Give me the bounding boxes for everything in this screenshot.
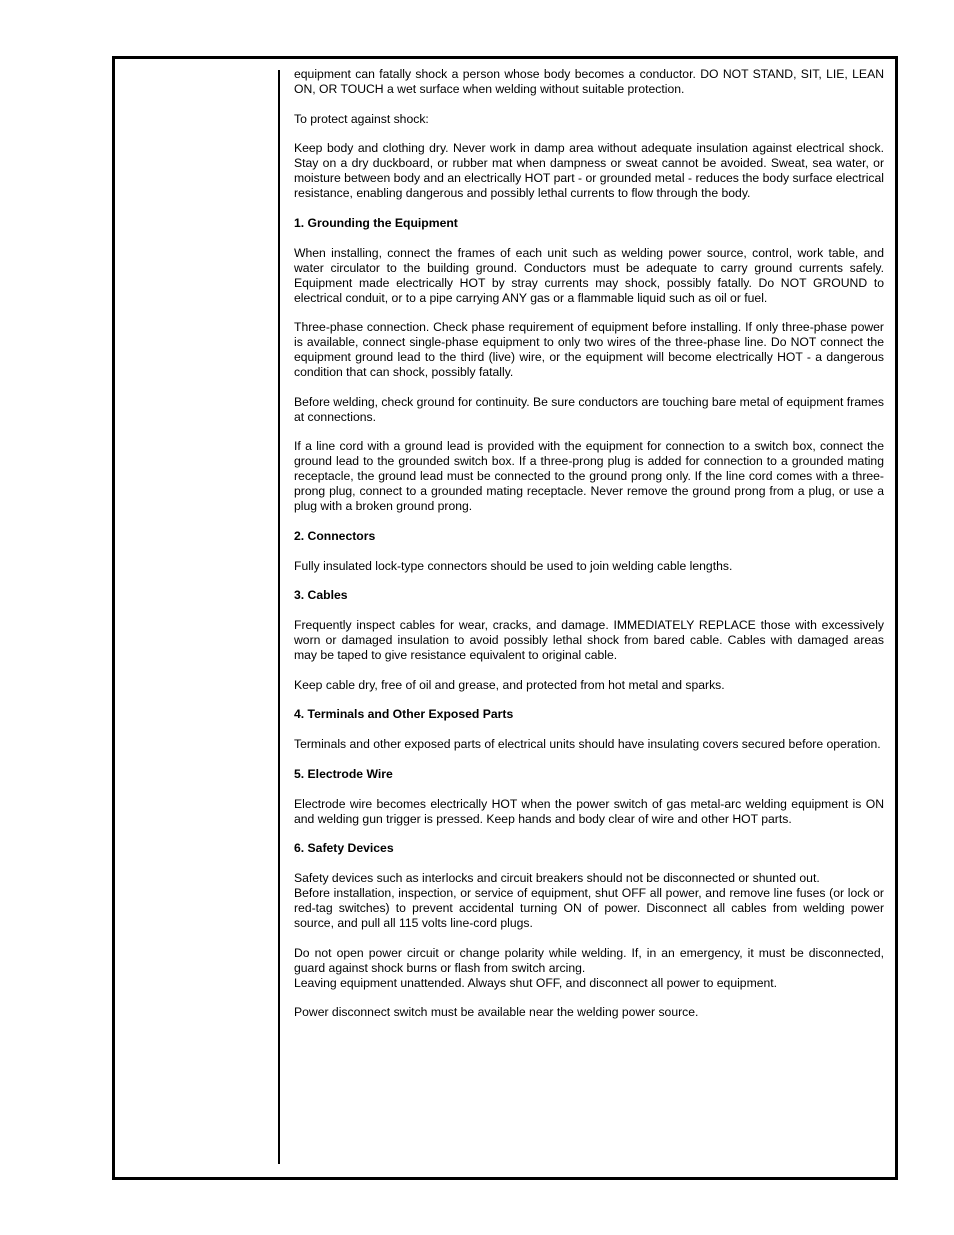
margin-rule bbox=[278, 70, 280, 1164]
heading-cables: 3. Cables bbox=[294, 588, 348, 602]
heading-electrode-wire: 5. Electrode Wire bbox=[294, 766, 393, 781]
document-body bbox=[294, 67, 884, 1035]
paragraph-safety-5: Power disconnect switch must be available near the welding power source. bbox=[294, 1005, 699, 1019]
paragraph-safety-4: Leaving equipment unattended. Always shut OFF, and disconnect all power to equipment. bbox=[294, 975, 778, 990]
heading-grounding: 1. Grounding the Equipment bbox=[294, 215, 458, 230]
paragraph-protect: To protect against shock: bbox=[294, 111, 429, 126]
heading-safety-devices: 6. Safety Devices bbox=[294, 841, 394, 855]
paragraph-grounding-2: Three-phase connection. Check phase requirement of equipment before installing. If only three-phase power is available, connect single-phase equipment to only two wires of the three-phase line. Do NOT connect the equipment ground lead to the third (live) wire, or the equipment will become electrically HOT - a dangerous condition that can shock, possibly fatally. bbox=[294, 320, 884, 379]
paragraph-safety-3: Do not open power circuit or change polarity while welding. If, in an emergency, it must be disconnected, guard against shock burns or flash from switch arcing. bbox=[294, 945, 884, 975]
heading-connectors: 2. Connectors bbox=[294, 528, 376, 543]
paragraph-cables-2: Keep cable dry, free of oil and grease, and protected from hot metal and sparks. bbox=[294, 677, 725, 692]
paragraph-keep-dry: Keep body and clothing dry. Never work in damp area without adequate insulation against electrical shock. Stay on a dry duckboard, or rubber mat when dampness or sweat cannot be avoided. Sweat, sea water, or moisture between body and an electrically HOT part - or grounded metal - reduces the body surface electrical resistance, enabling dangerous and possibly lethal currents to flow through the body. bbox=[294, 141, 884, 200]
paragraph-grounding-3: Before welding, check ground for continuity. Be sure conductors are touching bare metal of equipment frames at connections. bbox=[294, 394, 884, 424]
paragraph-terminals: Terminals and other exposed parts of electrical units should have insulating covers secured before operation. bbox=[294, 737, 881, 751]
paragraph-intro: equipment can fatally shock a person whose body becomes a conductor. DO NOT STAND, SIT, LIE, LEAN ON, OR TOUCH a wet surface when welding without suitable protection. bbox=[294, 67, 884, 96]
paragraph-safety-2: Before installation, inspection, or service of equipment, shut OFF all power, and remove line fuses (or lock or red-tag switches) to prevent accidental turning ON of power. Disconnect all cables from welding power source, and pull all 115 volts line-cord plugs. bbox=[294, 886, 884, 930]
paragraph-cables-1: Frequently inspect cables for wear, cracks, and damage. IMMEDIATELY REPLACE those with excessively worn or damaged insulation to avoid possibly lethal shock from bared cable. Cables with damaged areas may be taped to give resistance equivalent to original cable. bbox=[294, 618, 884, 662]
paragraph-grounding-4: If a line cord with a ground lead is provided with the equipment for connection to a switch box, connect the ground lead to the grounded switch box. If a three-prong plug is added for connection to a grounded mating receptacle, the ground lead must be connected to the ground prong only. If the line cord comes with a three-prong plug, connect to a grounded mating receptacle. Never remove the ground prong from a plug, or use a plug with a broken ground prong. bbox=[294, 439, 884, 513]
paragraph-grounding-1: When installing, connect the frames of each unit such as welding power source, control, work table, and water circulator to the building ground. Conductors must be adequate to carry ground currents safely. Equipment made electrically HOT by stray currents may shock, possibly fatally. Do NOT GROUND to electrical conduit, or to a pipe carrying ANY gas or a flammable liquid such as oil or fuel. bbox=[294, 245, 884, 305]
paragraph-connectors: Fully insulated lock-type connectors should be used to join welding cable lengths. bbox=[294, 558, 733, 573]
heading-terminals: 4. Terminals and Other Exposed Parts bbox=[294, 707, 514, 721]
paragraph-safety-1: Safety devices such as interlocks and circuit breakers should not be disconnected or shunted out. bbox=[294, 871, 820, 885]
paragraph-electrode-wire: Electrode wire becomes electrically HOT when the power switch of gas metal-arc welding equipment is ON and welding gun trigger is pressed. Keep hands and body clear of wire and other HOT parts. bbox=[294, 796, 884, 826]
